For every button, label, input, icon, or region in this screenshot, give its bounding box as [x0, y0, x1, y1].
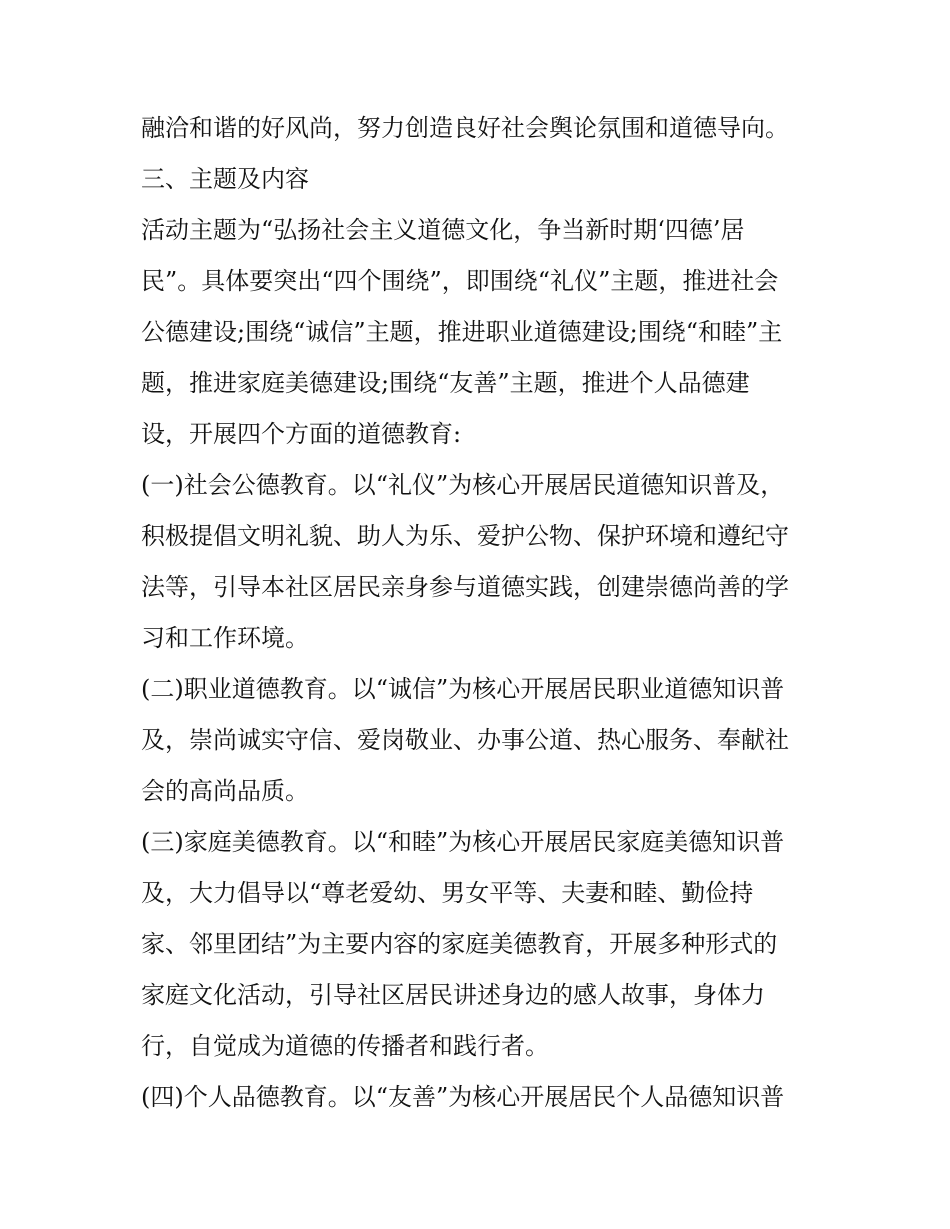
text-line: (二)职业道德教育。以“诚信”为核心开展居民职业道德知识普: [141, 675, 785, 703]
text-line: (三)家庭美德教育。以“和睦”为核心开展居民家庭美德知识普: [141, 828, 785, 856]
text-line: 法等，引导本社区居民亲身参与道德实践，创建崇德尚善的学: [141, 573, 789, 601]
text-line: 活动主题为“弘扬社会主义道德文化，争当新时期‘四德’居: [141, 216, 745, 244]
text-line: 及，崇尚诚实守信、爱岗敬业、办事公道、热心服务、奉献社: [141, 726, 789, 754]
text-line: 设，开展四个方面的道德教育:: [141, 420, 462, 448]
text-line: 家、邻里团结”为主要内容的家庭美德教育，开展多种形式的: [141, 930, 778, 958]
text-line: 及，大力倡导以“尊老爱幼、男女平等、夫妻和睦、勤俭持: [141, 879, 754, 907]
text-line: (一)社会公德教育。以“礼仪”为核心开展居民道德知识普及，: [141, 471, 785, 499]
text-line: 积极提倡文明礼貌、助人为乐、爱护公物、保护环境和遵纪守: [141, 522, 789, 550]
section-heading: 三、主题及内容: [141, 165, 309, 193]
text-line: 会的高尚品质。: [141, 777, 309, 805]
text-line: 家庭文化活动，引导社区居民讲述身边的感人故事，身体力: [141, 981, 765, 1009]
text-line: 公德建设;围绕“诚信”主题，推进职业道德建设;围绕“和睦”主: [141, 318, 783, 346]
text-line: 习和工作环境。: [141, 624, 309, 652]
text-line: 行，自觉成为道德的传播者和践行者。: [141, 1032, 549, 1060]
text-line: 题，推进家庭美德建设;围绕“友善”主题，推进个人品德建: [141, 369, 750, 397]
text-line: 融洽和谐的好风尚，努力创造良好社会舆论氛围和道德导向。: [141, 114, 789, 142]
text-line: (四)个人品德教育。以“友善”为核心开展居民个人品德知识普: [141, 1083, 785, 1111]
text-line: 民”。具体要突出“四个围绕”，即围绕“礼仪”主题，推进社会: [141, 267, 779, 295]
